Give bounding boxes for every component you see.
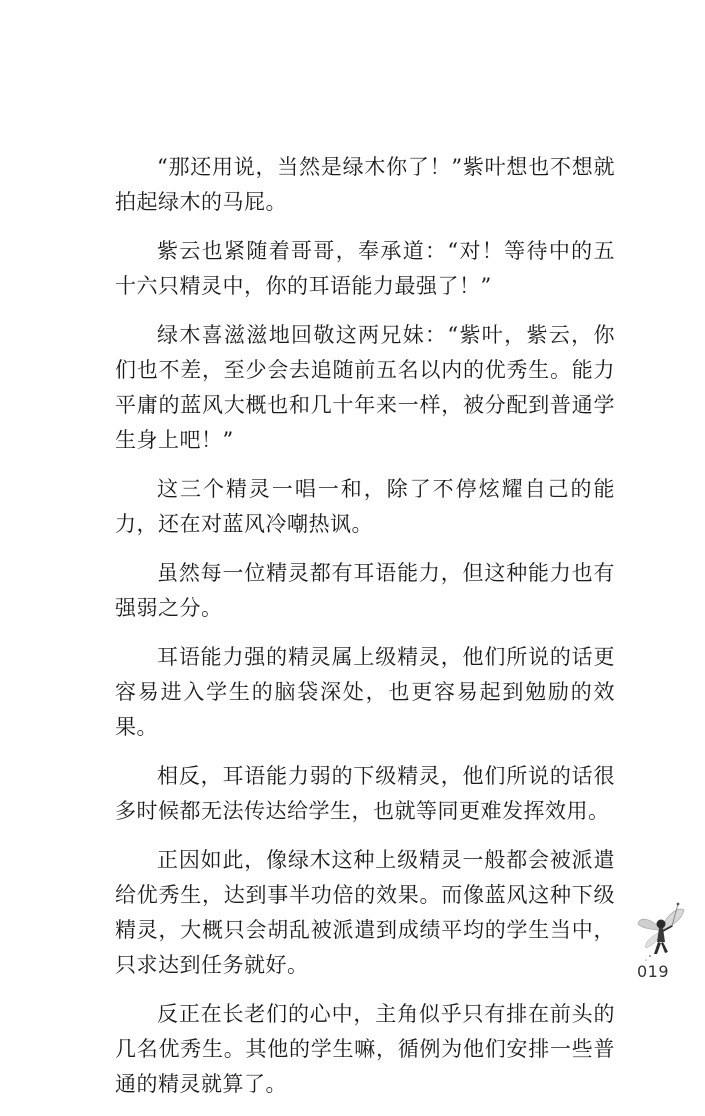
paragraph-7: 相反，耳语能力弱的下级精灵，他们所说的话很多时候都无法传达给学生，也就等同更难发挥效用。 — [115, 764, 615, 823]
paragraph-8: 正因如此，像绿木这种上级精灵一般都会被派遣给优秀生，达到事半功倍的效果。而像蓝风这种下级精灵，大概只会胡乱被派遣到成绩平均的学生当中，只求达到任务就好。 — [115, 848, 615, 977]
paragraph-5: 虽然每一位精灵都有耳语能力，但这种能力也有强弱之分。 — [115, 561, 615, 620]
paragraph-9: 反正在长老们的心中，主角似乎只有排在前头的几名优秀生。其他的学生嘛，循例为他们安排一些普通的精灵就算了。 — [115, 1002, 615, 1096]
page-number: 019 — [637, 962, 670, 981]
paragraph-1: “那还用说，当然是绿木你了！”紫叶想也不想就拍起绿木的马屁。 — [115, 155, 615, 214]
fairy-icon — [632, 898, 688, 970]
paragraph-3: 绿木喜滋滋地回敬这两兄妹：“紫叶，紫云，你们也不差，至少会去追随前五名以内的优秀生。能力平庸的蓝风大概也和几十年来一样，被分配到普通学生身上吧！” — [115, 323, 615, 452]
page-body — [115, 150, 615, 1116]
paragraph-4: 这三个精灵一唱一和，除了不停炫耀自己的能力，还在对蓝风冷嘲热讽。 — [115, 477, 615, 536]
paragraph-2: 紫云也紧随着哥哥，奉承道：“对！等待中的五十六只精灵中，你的耳语能力最强了！” — [115, 239, 615, 298]
paragraph-6: 耳语能力强的精灵属上级精灵，他们所说的话更容易进入学生的脑袋深处，也更容易起到勉励的效果。 — [115, 645, 615, 739]
